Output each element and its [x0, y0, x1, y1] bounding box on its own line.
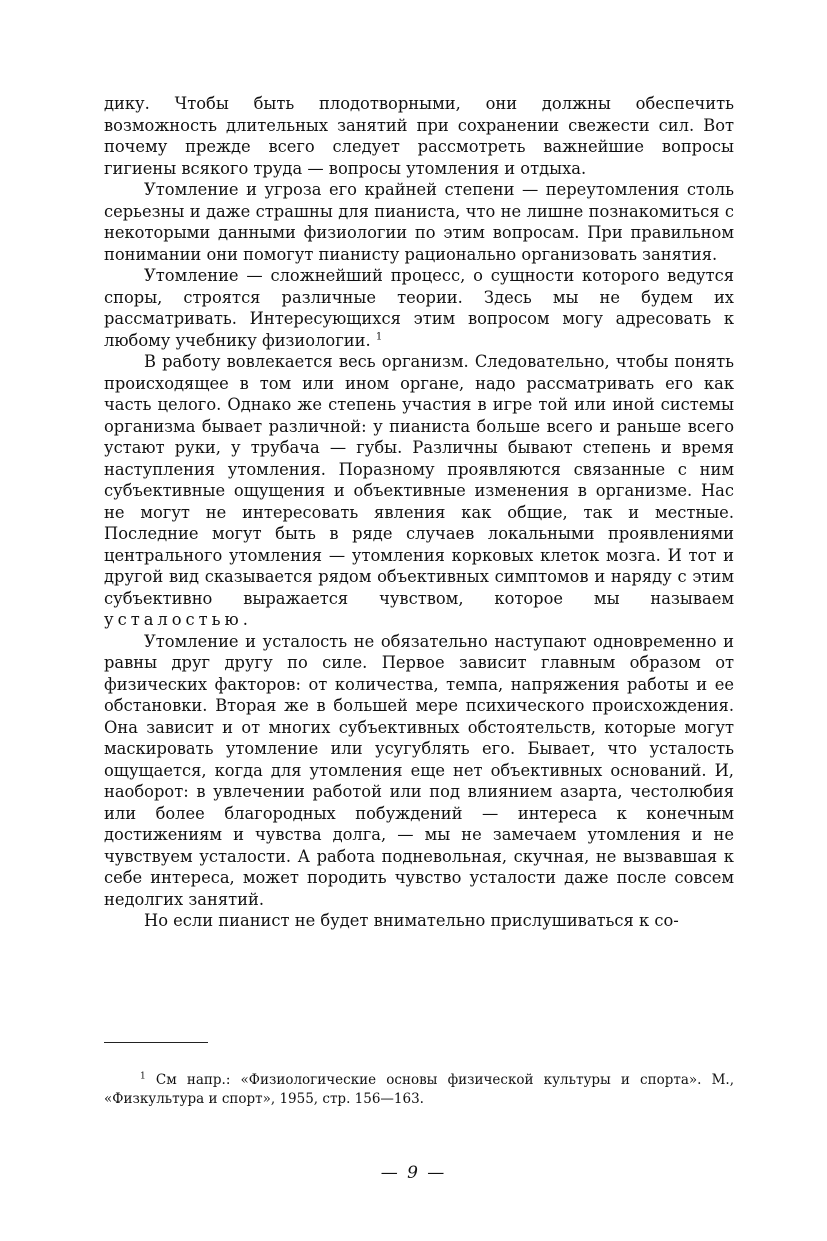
- footnote-line: [104, 1071, 734, 1109]
- footnote: [104, 1071, 734, 1109]
- paragraph-6: Но если пианист не будет внимательно прислушиваться к со-: [144, 911, 679, 930]
- footnote-divider: [104, 1042, 208, 1043]
- footnote-text: См напр.: «Физиологические основы физической культуры и спорта». М., «Физкультура и спорт», 1955, стр. 156—163.: [104, 1072, 734, 1107]
- paragraph-2: Утомление и угроза его крайней степени — переутомления столь серьезны и даже страшны для пианиста, что не лишне познакомиться с некоторыми данными физиологии по этим вопросам. При правильном понимании они помогут пианисту рационально организовать занятия.: [104, 180, 734, 264]
- paragraph-3-text: Утомление — сложнейший процесс, о сущности которого ведутся споры, строятся различные теории. Здесь мы не будем их рассматривать. Интересующихся этим вопросом могу адресовать к любому учебнику физиологии.: [104, 266, 734, 350]
- paragraph-3: [104, 265, 734, 351]
- main-text: [104, 93, 734, 932]
- footnote-reference: 1: [375, 331, 383, 343]
- paragraph-4: В работу вовлекается весь организм. Следовательно, чтобы понять происходящее в том или ином органе, надо рассматривать его как часть целого. Однако же степень участия в игре той или иной системы организма бывает различной: у пианиста больше всего и раньше всего устают руки, у трубача — губы. Различны бывают степень и время наступления утомления. Поразному проявляются связанные с ним субъективные ощущения и объективные изменения в организме. Нас не могут не интересовать явления как общие, так и местные. Последние могут быть в ряде случаев локальными проявлениями центрального утомления — утомления корковых клеток мозга. И тот и другой вид сказывается рядом объективных симптомов и наряду с этим субъективно выражается чувством, которое мы называем усталостью.: [104, 352, 734, 629]
- footnote-marker: 1: [140, 1071, 146, 1082]
- emphasized-term: усталостью: [104, 610, 243, 629]
- paragraph-5: Утомление и усталость не обязательно наступают одновременно и равны друг другу по силе. Первое зависит главным образом от физических факторов: от количества, темпа, напряжения работы и ее обстановки. Вторая же в большей мере психического происхождения. Она зависит и от многих субъективных обстоятельств, которые могут маскировать утомление или усугублять его. Бывает, что усталость ощущается, когда для утомления еще нет объективных оснований. И, наоборот: в увлечении работой или под влиянием азарта, честолюбия или более благородных побуждений — интереса к конечным достижениям и чувства долга, — мы не замечаем утомления и не чувствуем усталости. А работа подневольная, скучная, не вызвавшая к себе интереса, может породить чувство усталости даже после совсем недолгих занятий.: [104, 631, 734, 909]
- page-number: — 9 —: [380, 1163, 447, 1183]
- paragraph-1: дику. Чтобы быть плодотворными, они должны обеспечить возможность длительных занятий при сохранении свежести сил. Вот почему прежде всего следует рассмотреть важнейшие вопросы гигиены всякого труда — вопросы утомления и отдыха.: [104, 94, 734, 178]
- paragraph-4-text: В работу вовлекается весь организм. Следовательно, чтобы понять происходящее в том или ином органе, надо рассматривать его как часть целого. Однако же степень участия в игре той или иной системы организма бывает различной: у пианиста больше всего и раньше всего устают руки, у трубача — губы. Различны бывают степень и время наступления утомления. Поразному проявляются связанные с ним субъективные ощущения и объективные изменения в организме. Нас не могут не интересовать явления как общие, так и местные. Последние могут быть в ряде случаев локальными проявлениями центрального утомления — утомления корковых клеток мозга. И тот и другой вид сказывается рядом объективных симптомов и наряду с этим субъективно выражается чувством, которое мы называем: [104, 352, 734, 608]
